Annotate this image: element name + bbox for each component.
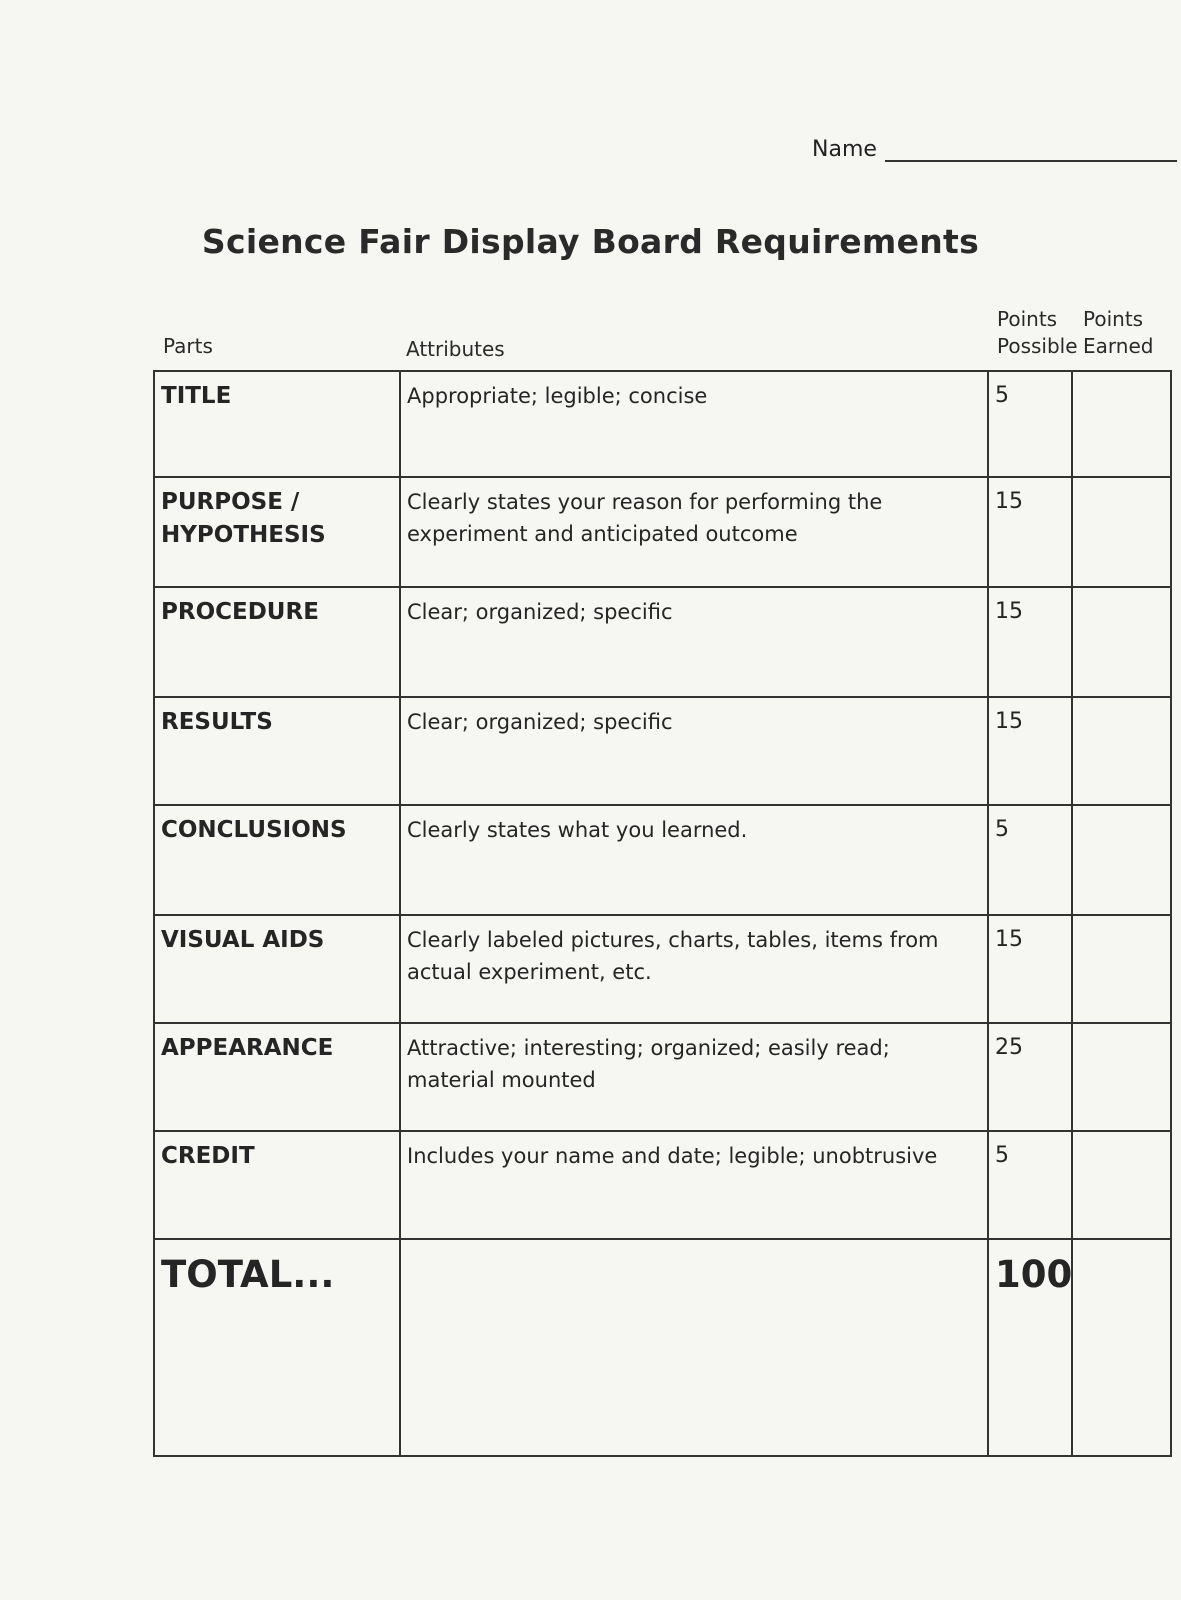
- total-label: TOTAL...: [154, 1239, 400, 1456]
- row-part: CONCLUSIONS: [154, 805, 400, 915]
- points-possible-line2: Possible: [997, 334, 1078, 358]
- row-points-earned-cell[interactable]: [1072, 1023, 1171, 1131]
- row-points-earned-cell[interactable]: [1072, 477, 1171, 587]
- row-points-earned-cell[interactable]: [1072, 1131, 1171, 1239]
- name-label: Name: [812, 137, 877, 162]
- row-attributes: Clear; organized; specific: [400, 697, 988, 805]
- row-points-possible: 15: [988, 477, 1072, 587]
- row-points-possible: 5: [988, 371, 1072, 477]
- table-row: [154, 477, 1171, 587]
- row-part: PROCEDURE: [154, 587, 400, 697]
- total-points-possible: 100: [988, 1239, 1072, 1456]
- column-header-points-earned: [1083, 306, 1173, 360]
- row-attributes: Clearly states your reason for performing the experiment and anticipated outcome: [400, 477, 988, 587]
- row-points-possible: 5: [988, 805, 1072, 915]
- row-points-possible: 25: [988, 1023, 1072, 1131]
- row-part: APPEARANCE: [154, 1023, 400, 1131]
- table-row: [154, 1023, 1171, 1131]
- row-points-possible: 15: [988, 587, 1072, 697]
- column-header-attributes: Attributes: [406, 337, 505, 361]
- row-part: RESULTS: [154, 697, 400, 805]
- column-header-points-possible: [997, 306, 1087, 360]
- table-row: [154, 805, 1171, 915]
- row-attributes: Attractive; interesting; organized; easily read; material mounted: [400, 1023, 988, 1131]
- page-title: Science Fair Display Board Requirements: [201, 222, 980, 261]
- column-header-parts: Parts: [163, 334, 213, 358]
- total-attributes-cell: [400, 1239, 988, 1456]
- requirements-table: [153, 370, 1172, 1457]
- row-attributes: Includes your name and date; legible; unobtrusive: [400, 1131, 988, 1239]
- row-attributes: Clear; organized; specific: [400, 587, 988, 697]
- table-row: [154, 587, 1171, 697]
- name-field: [812, 132, 1177, 162]
- table-row: [154, 915, 1171, 1023]
- points-earned-line2: Earned: [1083, 334, 1154, 358]
- row-attributes: Clearly states what you learned.: [400, 805, 988, 915]
- table-row: [154, 1131, 1171, 1239]
- row-part: VISUAL AIDS: [154, 915, 400, 1023]
- row-part: PURPOSE / HYPOTHESIS: [154, 477, 400, 587]
- name-blank-line[interactable]: [885, 138, 1177, 162]
- table-row: [154, 697, 1171, 805]
- points-earned-line1: Points: [1083, 307, 1144, 331]
- total-points-earned-cell[interactable]: [1072, 1239, 1171, 1456]
- row-points-possible: 5: [988, 1131, 1072, 1239]
- row-points-earned-cell[interactable]: [1072, 371, 1171, 477]
- row-points-earned-cell[interactable]: [1072, 915, 1171, 1023]
- points-possible-line1: Points: [997, 307, 1058, 331]
- row-points-earned-cell[interactable]: [1072, 805, 1171, 915]
- row-points-possible: 15: [988, 915, 1072, 1023]
- row-attributes: Clearly labeled pictures, charts, tables, items from actual experiment, etc.: [400, 915, 988, 1023]
- row-part: TITLE: [154, 371, 400, 477]
- table-row: [154, 371, 1171, 477]
- row-points-earned-cell[interactable]: [1072, 697, 1171, 805]
- row-part: CREDIT: [154, 1131, 400, 1239]
- row-points-earned-cell[interactable]: [1072, 587, 1171, 697]
- row-points-possible: 15: [988, 697, 1072, 805]
- total-row: [154, 1239, 1171, 1456]
- row-attributes: Appropriate; legible; concise: [400, 371, 988, 477]
